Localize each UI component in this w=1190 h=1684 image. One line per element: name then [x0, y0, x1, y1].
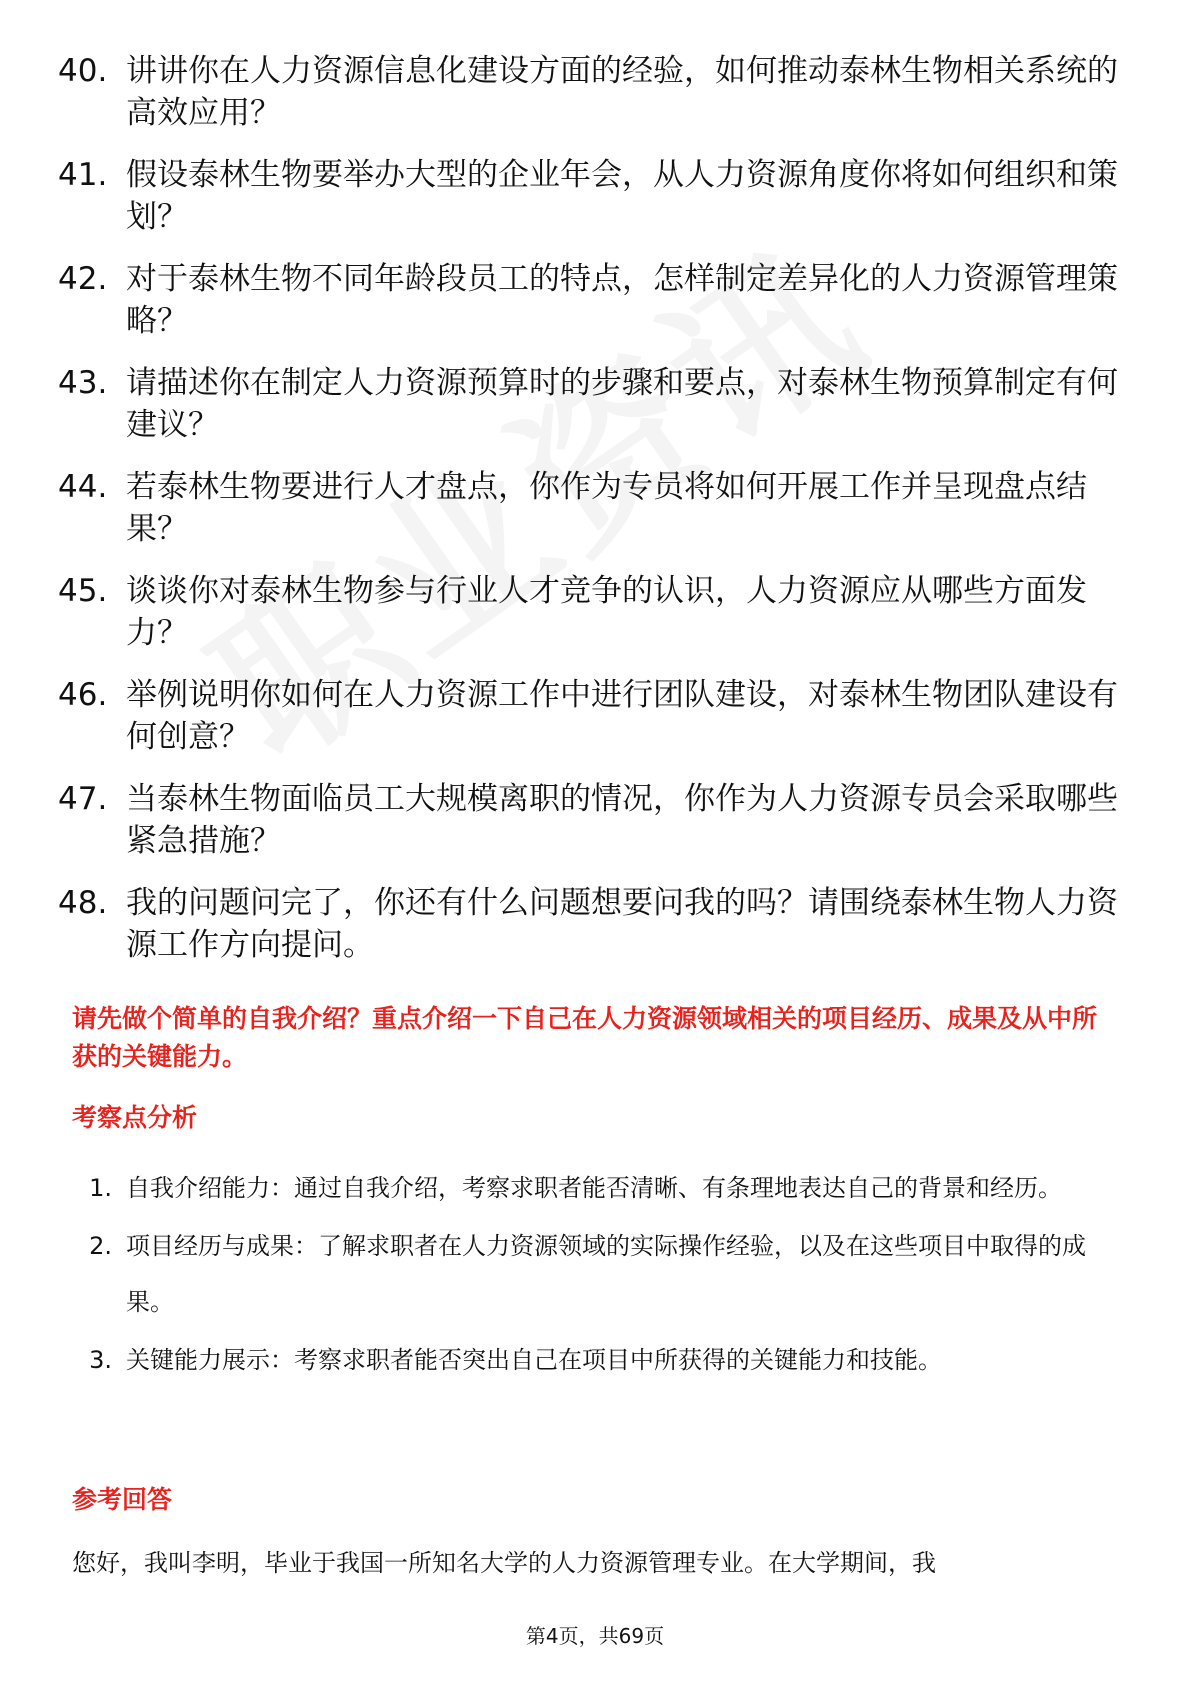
answer-paragraph: 您好，我叫李明，毕业于我国一所知名大学的人力资源管理专业。在大学期间，我 [72, 1549, 936, 1577]
question-number: 48. [58, 885, 108, 921]
list-item [58, 154, 1118, 238]
point-text: 自我介绍能力：通过自我介绍，考察求职者能否清晰、有条理地表达自己的背景和经历。 [126, 1174, 1062, 1202]
question-number: 44. [58, 469, 108, 505]
question-text: 当泰林生物面临员工大规模离职的情况，你作为人力资源专员会采取哪些紧急措施？ [126, 781, 1118, 859]
analysis-title: 考察点分析 [72, 1103, 198, 1132]
point-number: 3. [89, 1346, 112, 1374]
analysis-point-list [72, 1160, 1120, 1390]
page-footer: 第4页，共69页 [525, 1624, 665, 1648]
list-item [58, 258, 1118, 342]
question-list [58, 50, 1118, 986]
question-number: 42. [58, 261, 108, 297]
question-number: 43. [58, 365, 108, 401]
question-text: 谈谈你对泰林生物参与行业人才竞争的认识，人力资源应从哪些方面发力？ [126, 573, 1087, 651]
point-number: 2. [89, 1232, 112, 1260]
question-number: 40. [58, 53, 108, 89]
question-text: 讲讲你在人力资源信息化建设方面的经验，如何推动泰林生物相关系统的高效应用？ [126, 53, 1118, 131]
list-item [72, 1332, 1120, 1388]
list-item [72, 1218, 1120, 1330]
intro-question-heading: 请先做个简单的自我介绍？重点介绍一下自己在人力资源领域相关的项目经历、成果及从中所获的关键能力。 [72, 1004, 1098, 1071]
question-text: 我的问题问完了，你还有什么问题想要问我的吗？请围绕泰林生物人力资源工作方向提问。 [126, 885, 1118, 963]
question-text: 假设泰林生物要举办大型的企业年会，从人力资源角度你将如何组织和策划？ [126, 157, 1118, 235]
list-item [58, 778, 1118, 862]
list-item [58, 362, 1118, 446]
question-text: 对于泰林生物不同年龄段员工的特点，怎样制定差异化的人力资源管理策略？ [126, 261, 1118, 339]
question-text: 举例说明你如何在人力资源工作中进行团队建设，对泰林生物团队建设有何创意？ [126, 677, 1118, 755]
list-item [58, 466, 1118, 550]
point-text: 关键能力展示：考察求职者能否突出自己在项目中所获得的关键能力和技能。 [126, 1346, 942, 1374]
list-item [58, 50, 1118, 134]
point-number: 1. [89, 1174, 112, 1202]
question-text: 若泰林生物要进行人才盘点，你作为专员将如何开展工作并呈现盘点结果？ [126, 469, 1087, 547]
answer-title: 参考回答 [72, 1485, 173, 1514]
question-number: 41. [58, 157, 108, 193]
list-item [58, 570, 1118, 654]
question-number: 45. [58, 573, 108, 609]
question-number: 47. [58, 781, 108, 817]
list-item [72, 1160, 1120, 1216]
question-text: 请描述你在制定人力资源预算时的步骤和要点，对泰林生物预算制定有何建议？ [126, 365, 1118, 443]
list-item [58, 882, 1118, 966]
list-item [58, 674, 1118, 758]
point-text: 项目经历与成果：了解求职者在人力资源领域的实际操作经验，以及在这些项目中取得的成果。 [126, 1232, 1086, 1316]
question-number: 46. [58, 677, 108, 713]
